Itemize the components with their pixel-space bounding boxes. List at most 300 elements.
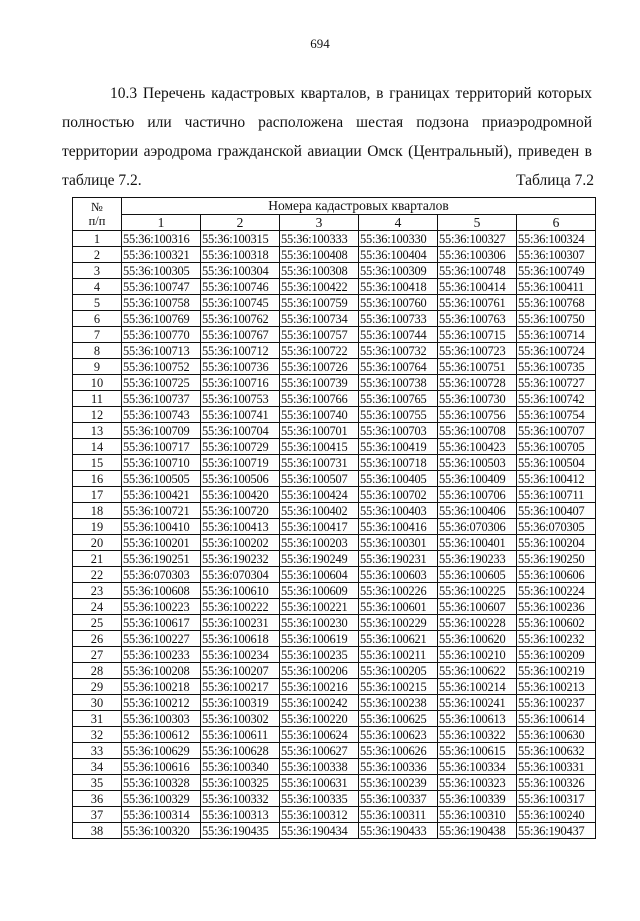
cadastral-number-cell: 55:36:100706 [438,487,517,503]
cadastral-number-cell: 55:36:100727 [517,375,596,391]
cadastral-number-cell: 55:36:100208 [122,663,201,679]
cadastral-number-cell: 55:36:100335 [280,791,359,807]
table-row [73,775,596,791]
cadastral-number-cell: 55:36:100769 [122,311,201,327]
cadastral-number-cell: 55:36:100415 [280,439,359,455]
table-row [73,311,596,327]
cadastral-number-cell: 55:36:100226 [359,583,438,599]
cadastral-number-cell: 55:36:100741 [201,407,280,423]
table-row [73,231,596,247]
cadastral-number-cell: 55:36:070305 [517,519,596,535]
cadastral-number-cell: 55:36:100318 [201,247,280,263]
cadastral-number-cell: 55:36:100625 [359,711,438,727]
row-number: 30 [73,695,122,711]
cadastral-number-cell: 55:36:100424 [280,487,359,503]
table-row [73,743,596,759]
table-row [73,455,596,471]
cadastral-number-cell: 55:36:100768 [517,295,596,311]
row-number: 27 [73,647,122,663]
table-row [73,295,596,311]
cadastral-number-cell: 55:36:100709 [122,423,201,439]
cadastral-number-cell: 55:36:190437 [517,823,596,839]
cadastral-number-cell: 55:36:100416 [359,519,438,535]
cadastral-number-cell: 55:36:100218 [122,679,201,695]
cadastral-number-cell: 55:36:100220 [280,711,359,727]
cadastral-number-cell: 55:36:100752 [122,359,201,375]
cadastral-number-cell: 55:36:100729 [201,439,280,455]
row-number: 3 [73,263,122,279]
cadastral-number-cell: 55:36:100325 [201,775,280,791]
cadastral-number-cell: 55:36:100311 [359,807,438,823]
cadastral-number-cell: 55:36:100707 [517,423,596,439]
table-row [73,551,596,567]
row-number: 25 [73,615,122,631]
cadastral-number-cell: 55:36:100631 [280,775,359,791]
cadastral-number-cell: 55:36:100212 [122,695,201,711]
row-number: 13 [73,423,122,439]
cadastral-number-cell: 55:36:100404 [359,247,438,263]
cadastral-number-cell: 55:36:100732 [359,343,438,359]
cadastral-number-cell: 55:36:100319 [201,695,280,711]
table-row [73,391,596,407]
row-number: 22 [73,567,122,583]
cadastral-number-cell: 55:36:190438 [438,823,517,839]
row-number: 24 [73,599,122,615]
cadastral-number-cell: 55:36:100332 [201,791,280,807]
cadastral-quarters-table [72,197,596,839]
table-row [73,807,596,823]
cadastral-number-cell: 55:36:100231 [201,615,280,631]
cadastral-number-cell: 55:36:100615 [438,743,517,759]
cadastral-number-cell: 55:36:100722 [280,343,359,359]
cadastral-number-cell: 55:36:100225 [438,583,517,599]
cadastral-number-cell: 55:36:100720 [201,503,280,519]
table-row [73,759,596,775]
cadastral-number-cell: 55:36:100630 [517,727,596,743]
cadastral-number-cell: 55:36:100725 [122,375,201,391]
cadastral-number-cell: 55:36:100612 [122,727,201,743]
cadastral-number-cell: 55:36:100410 [122,519,201,535]
table-row [73,263,596,279]
table-row [73,727,596,743]
cadastral-number-cell: 55:36:100329 [122,791,201,807]
cadastral-number-cell: 55:36:100708 [438,423,517,439]
cadastral-number-cell: 55:36:100761 [438,295,517,311]
num-header-abbrev: п/п [88,214,106,228]
table-row [73,247,596,263]
cadastral-number-cell: 55:36:100221 [280,599,359,615]
cadastral-number-cell: 55:36:100756 [438,407,517,423]
cadastral-number-cell: 55:36:100746 [201,279,280,295]
cadastral-number-cell: 55:36:100754 [517,407,596,423]
cadastral-number-cell: 55:36:100204 [517,535,596,551]
table-row [73,695,596,711]
row-number: 18 [73,503,122,519]
table-row [73,279,596,295]
cadastral-number-cell: 55:36:100628 [201,743,280,759]
cadastral-number-cell: 55:36:100715 [438,327,517,343]
cadastral-number-cell: 55:36:100505 [122,471,201,487]
cadastral-number-cell: 55:36:190249 [280,551,359,567]
cadastral-number-cell: 55:36:100216 [280,679,359,695]
cadastral-number-cell: 55:36:100417 [280,519,359,535]
table-row [73,615,596,631]
cadastral-number-cell: 55:36:100419 [359,439,438,455]
cadastral-number-cell: 55:36:100702 [359,487,438,503]
cadastral-number-cell: 55:36:100626 [359,743,438,759]
cadastral-number-cell: 55:36:100313 [201,807,280,823]
cadastral-number-cell: 55:36:100224 [517,583,596,599]
cadastral-number-cell: 55:36:100506 [201,471,280,487]
cadastral-number-cell: 55:36:100738 [359,375,438,391]
intro-paragraph: 10.3 Перечень кадастровых кварталов, в границах территорий которых полностью или частично расположена шестая подзона приаэродромной территории аэродрома гражданской авиации Омск (Центральный), приведен в таблице 7.2. [62,84,592,189]
group-header: Номера кадастровых кварталов [122,198,596,215]
cadastral-number-cell: 55:36:100301 [359,535,438,551]
cadastral-number-cell: 55:36:100744 [359,327,438,343]
row-number: 4 [73,279,122,295]
cadastral-number-cell: 55:36:100712 [201,343,280,359]
cadastral-number-cell: 55:36:100603 [359,567,438,583]
cadastral-number-cell: 55:36:100717 [122,439,201,455]
table-row [73,375,596,391]
table-row [73,439,596,455]
row-number: 38 [73,823,122,839]
cadastral-number-cell: 55:36:100308 [280,263,359,279]
cadastral-number-cell: 55:36:100735 [517,359,596,375]
table-row [73,471,596,487]
cadastral-number-cell: 55:36:100422 [280,279,359,295]
cadastral-number-cell: 55:36:100238 [359,695,438,711]
cadastral-number-cell: 55:36:100730 [438,391,517,407]
cadastral-number-cell: 55:36:100310 [438,807,517,823]
row-number: 19 [73,519,122,535]
cadastral-number-cell: 55:36:100219 [517,663,596,679]
column-header: 1 [122,215,201,231]
cadastral-number-cell: 55:36:100619 [280,631,359,647]
cadastral-number-cell: 55:36:070304 [201,567,280,583]
cadastral-number-cell: 55:36:100608 [122,583,201,599]
cadastral-number-cell: 55:36:100733 [359,311,438,327]
cadastral-number-cell: 55:36:100507 [280,471,359,487]
cadastral-number-cell: 55:36:100418 [359,279,438,295]
row-number: 9 [73,359,122,375]
cadastral-number-cell: 55:36:100740 [280,407,359,423]
cadastral-number-cell: 55:36:100321 [122,247,201,263]
cadastral-number-cell: 55:36:100504 [517,455,596,471]
cadastral-number-cell: 55:36:100701 [280,423,359,439]
cadastral-number-cell: 55:36:100757 [280,327,359,343]
row-number: 11 [73,391,122,407]
cadastral-number-cell: 55:36:100201 [122,535,201,551]
cadastral-number-cell: 55:36:100726 [280,359,359,375]
table-row [73,711,596,727]
cadastral-number-cell: 55:36:100731 [280,455,359,471]
cadastral-number-cell: 55:36:100236 [517,599,596,615]
cadastral-number-cell: 55:36:100765 [359,391,438,407]
cadastral-number-cell: 55:36:100618 [201,631,280,647]
row-number: 35 [73,775,122,791]
cadastral-number-cell: 55:36:100723 [438,343,517,359]
cadastral-number-cell: 55:36:100405 [359,471,438,487]
cadastral-number-cell: 55:36:100713 [122,343,201,359]
row-number: 21 [73,551,122,567]
cadastral-number-cell: 55:36:100213 [517,679,596,695]
cadastral-number-cell: 55:36:190433 [359,823,438,839]
cadastral-number-cell: 55:36:100214 [438,679,517,695]
cadastral-number-cell: 55:36:100414 [438,279,517,295]
cadastral-number-cell: 55:36:100306 [438,247,517,263]
row-number: 29 [73,679,122,695]
row-number: 31 [73,711,122,727]
cadastral-number-cell: 55:36:100242 [280,695,359,711]
cadastral-number-cell: 55:36:100215 [359,679,438,695]
cadastral-number-cell: 55:36:100751 [438,359,517,375]
row-number: 14 [73,439,122,455]
cadastral-number-cell: 55:36:190250 [517,551,596,567]
row-number: 33 [73,743,122,759]
cadastral-number-cell: 55:36:070303 [122,567,201,583]
cadastral-number-cell: 55:36:100613 [438,711,517,727]
cadastral-number-cell: 55:36:100222 [201,599,280,615]
cadastral-number-cell: 55:36:100234 [201,647,280,663]
cadastral-number-cell: 55:36:100724 [517,343,596,359]
table-row [73,599,596,615]
cadastral-number-cell: 55:36:100228 [438,615,517,631]
cadastral-number-cell: 55:36:100704 [201,423,280,439]
cadastral-number-cell: 55:36:100323 [438,775,517,791]
table-row [73,407,596,423]
cadastral-number-cell: 55:36:100223 [122,599,201,615]
cadastral-number-cell: 55:36:100605 [438,567,517,583]
cadastral-number-cell: 55:36:100770 [122,327,201,343]
row-number: 37 [73,807,122,823]
cadastral-number-cell: 55:36:100617 [122,615,201,631]
row-number: 1 [73,231,122,247]
cadastral-number-cell: 55:36:100338 [280,759,359,775]
row-number: 10 [73,375,122,391]
cadastral-number-cell: 55:36:100604 [280,567,359,583]
cadastral-number-cell: 55:36:100420 [201,487,280,503]
row-number: 8 [73,343,122,359]
num-column-header [73,198,122,231]
cadastral-number-cell: 55:36:100326 [517,775,596,791]
cadastral-number-cell: 55:36:100340 [201,759,280,775]
cadastral-number-cell: 55:36:100327 [438,231,517,247]
cadastral-number-cell: 55:36:190251 [122,551,201,567]
cadastral-number-cell: 55:36:100620 [438,631,517,647]
cadastral-number-cell: 55:36:100411 [517,279,596,295]
column-header: 2 [201,215,280,231]
row-number: 15 [73,455,122,471]
cadastral-number-cell: 55:36:100762 [201,311,280,327]
cadastral-number-cell: 55:36:100309 [359,263,438,279]
table-body [73,231,596,839]
cadastral-number-cell: 55:36:100336 [359,759,438,775]
table-row [73,519,596,535]
row-number: 26 [73,631,122,647]
cadastral-number-cell: 55:36:100622 [438,663,517,679]
cadastral-number-cell: 55:36:100305 [122,263,201,279]
table-caption: Таблица 7.2 [516,172,594,189]
cadastral-number-cell: 55:36:100407 [517,503,596,519]
table-row [73,343,596,359]
cadastral-number-cell: 55:36:100339 [438,791,517,807]
cadastral-number-cell: 55:36:100743 [122,407,201,423]
cadastral-number-cell: 55:36:100316 [122,231,201,247]
cadastral-number-cell: 55:36:100714 [517,327,596,343]
cadastral-number-cell: 55:36:100314 [122,807,201,823]
cadastral-number-cell: 55:36:100239 [359,775,438,791]
table-row [73,423,596,439]
row-number: 12 [73,407,122,423]
cadastral-number-cell: 55:36:100209 [517,647,596,663]
page-number: 694 [310,36,330,51]
cadastral-number-cell: 55:36:100328 [122,775,201,791]
cadastral-number-cell: 55:36:100747 [122,279,201,295]
row-number: 32 [73,727,122,743]
column-header: 6 [517,215,596,231]
cadastral-number-cell: 55:36:100233 [122,647,201,663]
cadastral-number-cell: 55:36:100616 [122,759,201,775]
cadastral-number-cell: 55:36:100601 [359,599,438,615]
row-number: 23 [73,583,122,599]
cadastral-number-cell: 55:36:100232 [517,631,596,647]
cadastral-number-cell: 55:36:100632 [517,743,596,759]
num-header-symbol: № [91,200,103,214]
table-row [73,327,596,343]
cadastral-number-cell: 55:36:100304 [201,263,280,279]
cadastral-number-cell: 55:36:100409 [438,471,517,487]
cadastral-number-cell: 55:36:100423 [438,439,517,455]
cadastral-number-cell: 55:36:100303 [122,711,201,727]
cadastral-number-cell: 55:36:190434 [280,823,359,839]
column-header: 5 [438,215,517,231]
cadastral-number-cell: 55:36:100728 [438,375,517,391]
cadastral-number-cell: 55:36:100739 [280,375,359,391]
table-row [73,631,596,647]
cadastral-number-cell: 55:36:100721 [122,503,201,519]
cadastral-number-cell: 55:36:100324 [517,231,596,247]
cadastral-number-cell: 55:36:100210 [438,647,517,663]
cadastral-number-cell: 55:36:100317 [517,791,596,807]
cadastral-number-cell: 55:36:100764 [359,359,438,375]
cadastral-number-cell: 55:36:100624 [280,727,359,743]
cadastral-number-cell: 55:36:100412 [517,471,596,487]
cadastral-number-cell: 55:36:100710 [122,455,201,471]
column-header: 3 [280,215,359,231]
cadastral-number-cell: 55:36:100403 [359,503,438,519]
cadastral-number-cell: 55:36:100240 [517,807,596,823]
row-number: 20 [73,535,122,551]
cadastral-number-cell: 55:36:100227 [122,631,201,647]
table-row [73,487,596,503]
cadastral-number-cell: 55:36:100307 [517,247,596,263]
cadastral-number-cell: 55:36:100503 [438,455,517,471]
table-row [73,567,596,583]
cadastral-number-cell: 55:36:100759 [280,295,359,311]
cadastral-number-cell: 55:36:100734 [280,311,359,327]
cadastral-number-cell: 55:36:100609 [280,583,359,599]
cadastral-number-cell: 55:36:100241 [438,695,517,711]
table-row [73,535,596,551]
cadastral-number-cell: 55:36:100737 [122,391,201,407]
cadastral-number-cell: 55:36:100330 [359,231,438,247]
table-row [73,679,596,695]
cadastral-number-cell: 55:36:100401 [438,535,517,551]
cadastral-number-cell: 55:36:100207 [201,663,280,679]
cadastral-number-cell: 55:36:190233 [438,551,517,567]
cadastral-number-cell: 55:36:100237 [517,695,596,711]
cadastral-number-cell: 55:36:190232 [201,551,280,567]
cadastral-number-cell: 55:36:100718 [359,455,438,471]
cadastral-number-cell: 55:36:100406 [438,503,517,519]
cadastral-number-cell: 55:36:100749 [517,263,596,279]
row-number: 5 [73,295,122,311]
table-row [73,583,596,599]
column-number-row [73,215,596,231]
cadastral-number-cell: 55:36:100302 [201,711,280,727]
cadastral-number-cell: 55:36:100755 [359,407,438,423]
table-row [73,503,596,519]
cadastral-number-cell: 55:36:100753 [201,391,280,407]
cadastral-number-cell: 55:36:100736 [201,359,280,375]
cadastral-number-cell: 55:36:100413 [201,519,280,535]
table-row [73,647,596,663]
column-header: 4 [359,215,438,231]
cadastral-number-cell: 55:36:100206 [280,663,359,679]
cadastral-number-cell: 55:36:100602 [517,615,596,631]
cadastral-number-cell: 55:36:100203 [280,535,359,551]
table-header-row [73,198,596,215]
cadastral-number-cell: 55:36:100337 [359,791,438,807]
cadastral-number-cell: 55:36:100766 [280,391,359,407]
cadastral-number-cell: 55:36:100205 [359,663,438,679]
cadastral-number-cell: 55:36:100607 [438,599,517,615]
table-row [73,359,596,375]
cadastral-number-cell: 55:36:100629 [122,743,201,759]
cadastral-number-cell: 55:36:100758 [122,295,201,311]
cadastral-number-cell: 55:36:100719 [201,455,280,471]
cadastral-number-cell: 55:36:100614 [517,711,596,727]
row-number: 28 [73,663,122,679]
cadastral-number-cell: 55:36:100217 [201,679,280,695]
row-number: 36 [73,791,122,807]
cadastral-number-cell: 55:36:100322 [438,727,517,743]
cadastral-number-cell: 55:36:100211 [359,647,438,663]
table-row [73,791,596,807]
cadastral-number-cell: 55:36:100763 [438,311,517,327]
cadastral-number-cell: 55:36:100745 [201,295,280,311]
table-row [73,663,596,679]
row-number: 6 [73,311,122,327]
row-number: 17 [73,487,122,503]
cadastral-number-cell: 55:36:190231 [359,551,438,567]
cadastral-number-cell: 55:36:100703 [359,423,438,439]
cadastral-number-cell: 55:36:100705 [517,439,596,455]
cadastral-number-cell: 55:36:100312 [280,807,359,823]
table-row [73,823,596,839]
cadastral-number-cell: 55:36:100621 [359,631,438,647]
row-number: 34 [73,759,122,775]
cadastral-number-cell: 55:36:190435 [201,823,280,839]
cadastral-number-cell: 55:36:100333 [280,231,359,247]
cadastral-number-cell: 55:36:100202 [201,535,280,551]
cadastral-number-cell: 55:36:100235 [280,647,359,663]
cadastral-number-cell: 55:36:100767 [201,327,280,343]
row-number: 2 [73,247,122,263]
cadastral-number-cell: 55:36:100230 [280,615,359,631]
cadastral-number-cell: 55:36:100711 [517,487,596,503]
